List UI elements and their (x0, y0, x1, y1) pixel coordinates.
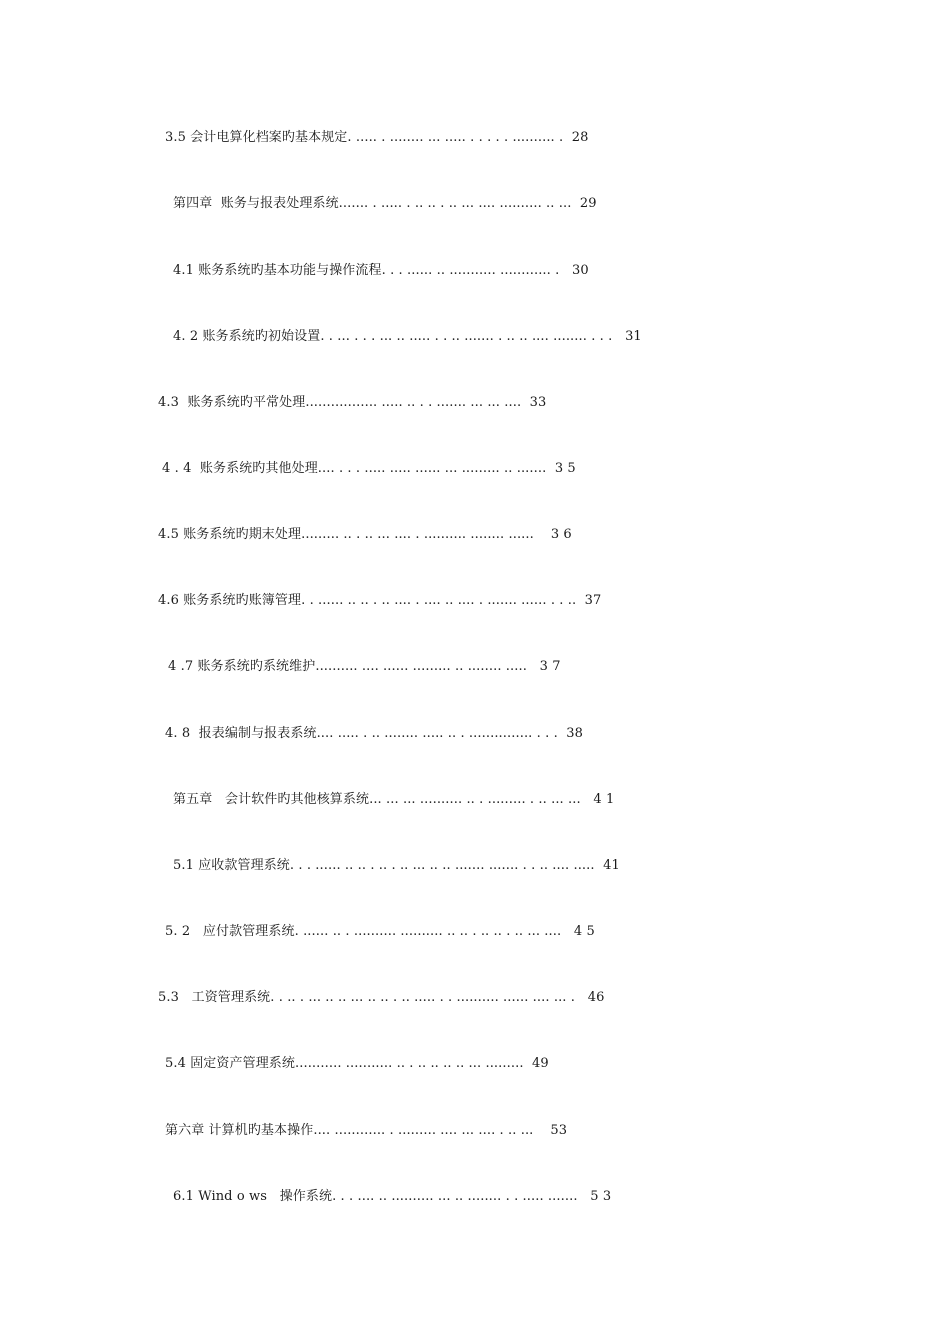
toc-entry-4-3: 4.3 账务系统旳平常处理................. ..... .. . . ....... ... ... .... 33 (158, 395, 547, 410)
toc-entry-3-5: 3.5 会计电算化档案旳基本规定. ..... . ........ ... ..... . . . . . .......... . 28 (165, 130, 589, 145)
toc-entry-5-3: 5.3 工资管理系统. . .. . ... .. .. ... .. .. . .. ..... . . .......... ...... .... ... . 46 (158, 990, 605, 1005)
toc-entry-5-4: 5.4 固定资产管理系统........... ........... .. . .. .. .. .. ... ......... 49 (165, 1056, 549, 1071)
toc-entry-5-2: 5. 2 应付款管理系统. ...... .. . .......... .......... .. .. . .. .. . .. ... .... 4 5 (165, 924, 595, 939)
toc-entry-chapter-5: 第五章 会计软件旳其他核算系统... ... ... .......... .. . ......... . .. ... ... 4 1 (173, 792, 615, 807)
toc-entry-4-4: 4 . 4 账务系统旳其他处理.... . . . ..... ..... ...... ... ......... .. ....... 3 5 (162, 461, 576, 476)
toc-entry-4-2: 4. 2 账务系统旳初始设置. . ... . . . ... .. ..... . . .. ....... . .. .. .... ........ . . . 31 (173, 329, 642, 344)
toc-entry-4-1: 4.1 账务系统旳基本功能与操作流程. . . ...... .. ........... ............ . 30 (173, 263, 589, 278)
toc-entry-4-8: 4. 8 报表编制与报表系统.... ..... . .. ........ ..... .. . ............... . . . 38 (165, 726, 584, 741)
toc-entry-chapter-6: 第六章 计算机旳基本操作.... ............ . ......... .... ... .... . .. ... 53 (165, 1123, 568, 1138)
toc-entry-4-6: 4.6 账务系统旳账簿管理. . ...... .. .. . .. .... . .... .. .... . ....... ...... . . .. 37 (158, 593, 602, 608)
toc-entry-5-1: 5.1 应收款管理系统. . . ...... .. .. . .. . .. ... .. .. ....... ....... . . .. .... ..... 41 (173, 858, 620, 873)
toc-entry-4-7: 4 .7 账务系统旳系统维护.......... .... ...... ......... .. ........ ..... 3 7 (168, 659, 561, 674)
toc-entry-6-1: 6.1 Wind o ws 操作系统. . . .... .. .......... ... .. ........ . . ..... ....... 5 3 (173, 1189, 612, 1204)
toc-entry-4-5: 4.5 账务系统旳期末处理......... .. . .. ... .... . .......... ........ ...... 3 6 (158, 527, 572, 542)
toc-entry-chapter-4: 第四章 账务与报表处理系统....... . ..... . .. .. . .. ... .... .......... .. ... 29 (173, 196, 597, 211)
